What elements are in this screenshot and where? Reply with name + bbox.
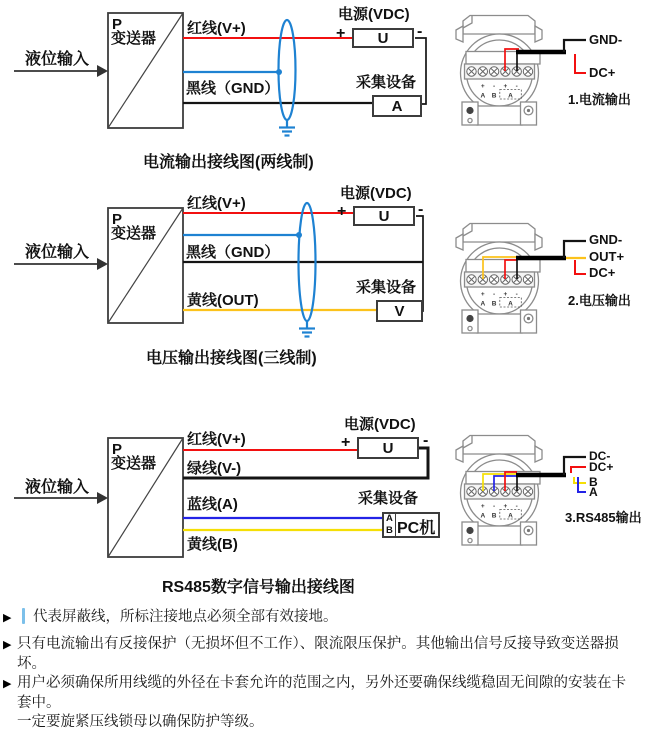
minus-sign: - <box>423 432 429 449</box>
note-shield: 代表屏蔽线，所标注接地点必须全部有效接地。 <box>33 609 338 625</box>
voltmeter-box: V <box>376 300 423 322</box>
green-wire-label: 绿线(V-) <box>187 460 242 477</box>
wiring-diagram-canvas: + - + - A B A <box>0 0 650 736</box>
red-wire-label: 红线(V+) <box>187 195 246 212</box>
collector-label: 采集设备 <box>356 279 417 296</box>
right-connector <box>416 216 423 311</box>
ammeter-box: A <box>372 95 422 117</box>
transmitter-head-icon <box>456 224 542 334</box>
ground-symbol <box>279 120 295 136</box>
fan-dcplus-wire <box>571 467 586 473</box>
collector-label: 采集设备 <box>356 74 417 91</box>
black-wire-label: 黑线（GND） <box>186 244 280 261</box>
head-gnd-label: GND- <box>589 232 623 247</box>
head-out-label: OUT+ <box>589 249 625 264</box>
transmitter-p-label: P <box>112 16 123 33</box>
red-wire-label: 红线(V+) <box>187 20 246 37</box>
transmitter-p-label: P <box>112 441 123 458</box>
transmitter-head-icon <box>456 436 542 546</box>
yellow-wire-label: 黄线(OUT) <box>187 292 259 309</box>
section1-current-output-diagram <box>14 13 586 136</box>
fan-a-wire <box>578 477 586 492</box>
input-arrow-head <box>97 65 108 77</box>
minus-sign: - <box>417 23 423 40</box>
plus-sign: + <box>337 203 347 220</box>
head2-caption: 2.电压输出 <box>568 293 631 308</box>
transmitter-name-label: 变送器 <box>111 30 157 47</box>
transmitter-name-label: 变送器 <box>111 455 157 472</box>
transmitter-p-label: P <box>112 211 123 228</box>
fan-dc-wire <box>575 54 586 73</box>
head3-caption: 3.RS485输出 <box>565 510 642 525</box>
input-arrow-head <box>97 492 108 504</box>
fan-gnd-wire <box>564 241 586 258</box>
yellow-wire-label: 黄线(B) <box>187 536 238 553</box>
power-supply-label: 电源(VDC) <box>344 416 416 433</box>
power-unit-box: U <box>353 206 415 226</box>
plus-sign: + <box>336 25 346 42</box>
shield-wire-swatch-icon <box>22 608 25 624</box>
input-label: 液位输入 <box>25 244 90 261</box>
collector-label: 采集设备 <box>358 490 419 507</box>
pc-port-b-label: B <box>386 525 393 536</box>
head-dcplus-label: DC+ <box>589 460 614 474</box>
pc-port-divider <box>395 514 396 536</box>
pc-port-a-label: A <box>386 513 393 524</box>
head-dcplus-label: DC+ <box>589 65 616 80</box>
black-wire-label: 黑线（GND） <box>186 80 280 97</box>
bullet-icon: ▶ <box>3 678 12 690</box>
input-label: 液位输入 <box>25 51 90 68</box>
head-dcminus-label: DC- <box>589 449 611 463</box>
section3-rs485-output-diagram <box>14 436 586 558</box>
power-unit-box: U <box>352 28 414 48</box>
section2-voltage-output-diagram <box>14 203 586 337</box>
section1-caption: 电流输出接线图(两线制) <box>143 154 314 171</box>
head-b-label: B <box>589 475 598 489</box>
bullet-icon: ▶ <box>3 639 12 651</box>
pc-box <box>382 512 440 538</box>
head-a-label: A <box>589 485 598 499</box>
head-dcplus-label: DC+ <box>589 265 616 280</box>
transmitter-name-label: 变送器 <box>111 225 157 242</box>
note-cable-gland: 用户必须确保所用线缆的外径在卡套允许的范围之内，另外还要确保线缆稳固无间隙的安装在卡套中。 <box>17 675 626 711</box>
fan-b-wire <box>574 477 586 483</box>
power-supply-label: 电源(VDC) <box>338 6 410 23</box>
head1-caption: 1.电流输出 <box>568 92 631 107</box>
head-gnd-label: GND- <box>589 32 623 47</box>
ground-symbol <box>299 321 315 337</box>
plus-sign: + <box>341 434 351 451</box>
input-label: 液位输入 <box>25 479 90 496</box>
blue-wire-label: 蓝线(A) <box>187 496 238 513</box>
fan-dc-wire <box>575 260 586 274</box>
power-supply-label: 电源(VDC) <box>340 185 412 202</box>
minus-sign: - <box>418 201 424 218</box>
fan-gnd-wire <box>564 40 586 52</box>
note-protection: 只有电流输出有反接保护（无损坏但不工作）、限流限压保护。其他输出信号反接导致变送器损坏。 <box>17 636 619 672</box>
transmitter-head-icon <box>456 16 542 126</box>
input-arrow-head <box>97 258 108 270</box>
power-unit-box: U <box>357 437 419 459</box>
note-lock-nut: 一定要旋紧压线锁母以确保防护等级。 <box>17 714 264 730</box>
pc-label: PC机 <box>397 520 436 537</box>
red-wire-label: 红线(V+) <box>187 431 246 448</box>
section2-caption: 电压输出接线图(三线制) <box>146 350 317 367</box>
section3-caption: RS485数字信号输出接线图 <box>162 579 355 596</box>
bullet-icon: ▶ <box>3 612 12 624</box>
